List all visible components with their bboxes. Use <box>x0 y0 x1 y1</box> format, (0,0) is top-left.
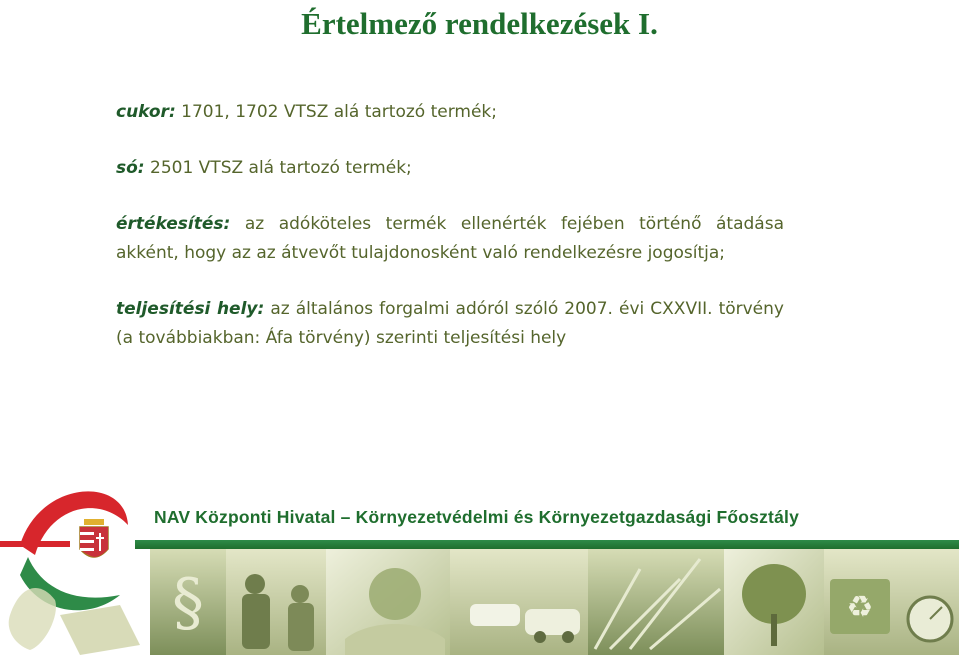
definition-ertekesites <box>116 210 784 268</box>
definition-text: az adóköteles termék ellenérték fejében történő átadása akként, hogy az az átvevőt tulajdonosként való rendelkezésre jogosítja; <box>116 214 784 263</box>
definition-term: értékesítés: <box>116 214 231 234</box>
definition-text: az általános forgalmi adóról szóló 2007. évi CXXVII. törvény (a továbbiakban: Áfa törvény) szerinti teljesítési hely <box>116 299 784 348</box>
definitions-list <box>116 98 784 353</box>
logo-red-stripe <box>0 541 70 547</box>
definition-term: só: <box>116 158 145 178</box>
definition-term: cukor: <box>116 102 176 122</box>
definition-teljesitesi-hely <box>116 295 784 353</box>
footer-bar <box>135 540 959 549</box>
definition-text: 2501 VTSZ alá tartozó termék; <box>144 158 412 178</box>
svg-text:§: § <box>172 566 204 640</box>
definition-term: teljesítési hely: <box>116 299 265 319</box>
definition-so <box>116 154 784 183</box>
definition-cukor <box>116 98 784 127</box>
footer-organization: NAV Központi Hivatal – Környezetvédelmi és Környezetgazdasági Főosztály <box>154 507 800 527</box>
slide-title: Értelmező rendelkezések I. <box>301 6 658 41</box>
recycle-icon: ♻ <box>846 590 874 625</box>
photo-strip <box>0 549 959 655</box>
definition-text: 1701, 1702 VTSZ alá tartozó termék; <box>175 102 497 122</box>
